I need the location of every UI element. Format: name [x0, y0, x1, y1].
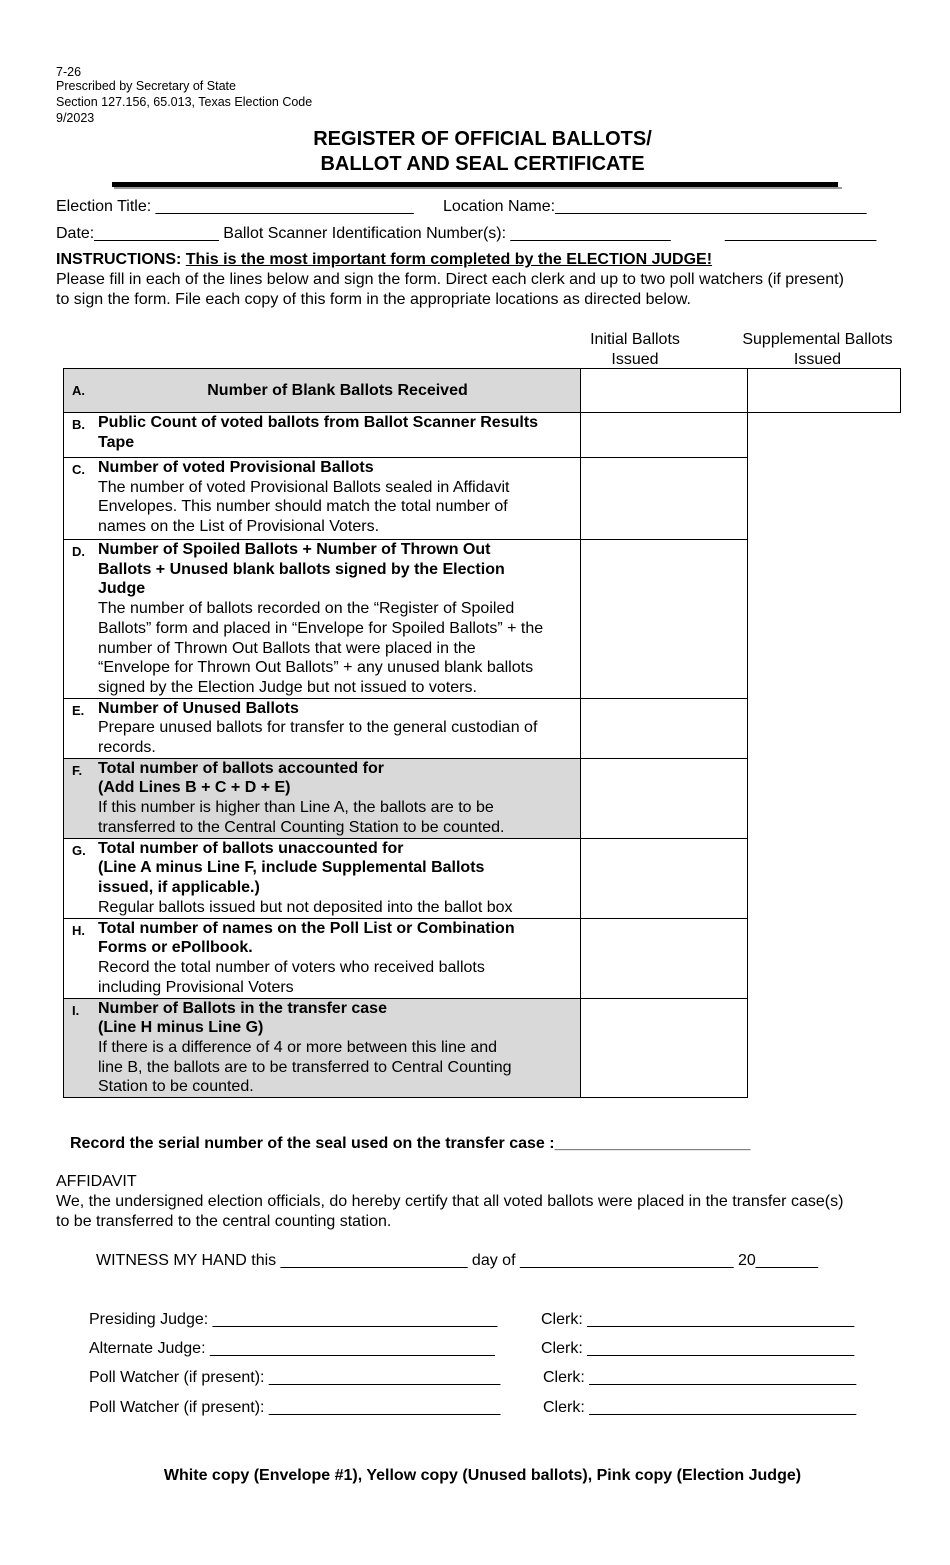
row-h-blank — [748, 918, 901, 998]
table-row-h — [64, 918, 901, 998]
row-g-blank — [748, 838, 901, 918]
affidavit-line-1: We, the undersigned election officials, do hereby certify that all voted ballots were placed in the transfer case(s) — [56, 1193, 844, 1210]
distribution-footer: White copy (Envelope #1), Yellow copy (Unused ballots), Pink copy (Election Judge) — [163, 1467, 802, 1484]
signature-label: Clerk: — [541, 1311, 583, 1328]
row-letter: B. — [64, 413, 99, 458]
signature-label: Alternate Judge: — [89, 1340, 206, 1357]
row-c-text: Number of voted Provisional Ballots The number of voted Provisional Ballots sealed in Affidavit Envelopes. This number should match the total number of names on the List of Provisional Voters. — [98, 458, 581, 540]
table-row-a — [64, 369, 901, 413]
table-row-g — [64, 838, 901, 918]
table-row-b — [64, 413, 901, 458]
witness-line[interactable]: WITNESS MY HAND this _____________________ day of ________________________ 20_______ — [96, 1252, 819, 1269]
scanner-id-blank-1[interactable]: __________________ — [510, 225, 671, 242]
affidavit-heading: AFFIDAVIT — [56, 1173, 137, 1190]
row-letter: F. — [64, 758, 99, 838]
row-b-text: Public Count of voted ballots from Ballot Scanner Results Tape — [98, 413, 581, 458]
row-i-blank — [748, 998, 901, 1098]
signature-blank[interactable]: ______________________________ — [589, 1399, 857, 1416]
scanner-id-label: Ballot Scanner Identification Number(s): — [223, 225, 507, 242]
poll-watcher-signature-1[interactable] — [89, 1369, 500, 1387]
seal-serial-field[interactable] — [70, 1135, 750, 1153]
instructions-line-1: Please fill in each of the lines below and sign the form. Direct each clerk and up to two poll watchers (if present) — [56, 271, 844, 288]
row-f-text: Total number of ballots accounted for (Add Lines B + C + D + E) If this number is higher than Line A, the ballots are to be transferred to the Central Counting Station to be counted. — [98, 758, 581, 838]
form-date: 9/2023 — [56, 111, 95, 125]
row-c-initial-cell[interactable] — [581, 458, 748, 540]
date-label: Date: — [56, 225, 95, 242]
row-b-blank — [748, 413, 901, 458]
row-h-initial-cell[interactable] — [581, 918, 748, 998]
code-section: Section 127.156, 65.013, Texas Election Code — [56, 95, 313, 109]
election-title-label: Election Title: — [56, 198, 152, 215]
clerk-signature-2[interactable] — [541, 1340, 854, 1358]
signature-blank[interactable]: ______________________________ — [587, 1340, 855, 1357]
location-name-label: Location Name: — [443, 198, 556, 215]
row-letter: A. — [64, 369, 99, 413]
row-d-initial-cell[interactable] — [581, 540, 748, 699]
row-c-blank — [748, 458, 901, 540]
row-a-supplemental-cell[interactable] — [748, 369, 901, 413]
row-g-initial-cell[interactable] — [581, 838, 748, 918]
presiding-judge-signature[interactable] — [89, 1311, 497, 1329]
form-number: 7-26 — [56, 65, 82, 79]
signature-blank[interactable]: __________________________ — [268, 1399, 501, 1416]
table-row-c — [64, 458, 901, 540]
title-rule-shadow — [114, 187, 842, 189]
row-e-initial-cell[interactable] — [581, 698, 748, 758]
location-name-field[interactable] — [443, 198, 867, 216]
instructions-label: INSTRUCTIONS: — [56, 251, 182, 268]
row-letter: E. — [64, 698, 99, 758]
row-d-blank — [748, 540, 901, 699]
column-header-supplemental: Supplemental Ballots Issued — [742, 331, 893, 368]
row-e-text: Number of Unused Ballots Prepare unused ballots for transfer to the general custodian of records. — [98, 698, 581, 758]
row-g-text: Total number of ballots unaccounted for (Line A minus Line F, include Supplemental Ballots issued, if applicable.) Regular ballots issued but not deposited into the ballot box — [98, 838, 581, 918]
signature-label: Clerk: — [541, 1340, 583, 1357]
signature-blank[interactable]: ________________________________ — [212, 1311, 498, 1328]
poll-watcher-signature-2[interactable] — [89, 1399, 500, 1417]
row-letter: H. — [64, 918, 99, 998]
date-field[interactable] — [56, 225, 671, 243]
election-title-blank[interactable]: _____________________________ — [155, 198, 414, 215]
page-title-line1: REGISTER OF OFFICIAL BALLOTS/ — [313, 128, 652, 150]
row-f-initial-cell[interactable] — [581, 758, 748, 838]
signature-label: Presiding Judge: — [89, 1311, 209, 1328]
signature-label: Clerk: — [543, 1369, 585, 1386]
clerk-signature-1[interactable] — [541, 1311, 854, 1329]
row-letter: G. — [64, 838, 99, 918]
row-d-text: Number of Spoiled Ballots + Number of Thrown Out Ballots + Unused blank ballots signed by the Election Judge The number of ballots recorded on the “Register of Spoiled Ballots” form and placed in “Envelope for Spoiled Ballots” + the number of Thrown Out Ballots that were placed in the “Envelope for Thrown Out Ballots” + any unused blank ballots signed by the Election Judge but not issued to voters. — [98, 540, 581, 699]
signature-label: Clerk: — [543, 1399, 585, 1416]
table-row-d — [64, 540, 901, 699]
row-a-initial-cell[interactable] — [581, 369, 748, 413]
row-letter: C. — [64, 458, 99, 540]
row-letter: D. — [64, 540, 99, 699]
table-row-e — [64, 698, 901, 758]
signature-blank[interactable]: ________________________________ — [209, 1340, 495, 1357]
scanner-id-blank-2[interactable]: _________________ — [725, 225, 877, 242]
table-row-i — [64, 998, 901, 1098]
row-i-initial-cell[interactable] — [581, 998, 748, 1098]
signature-label: Poll Watcher (if present): — [89, 1369, 265, 1386]
signature-blank[interactable]: ______________________________ — [587, 1311, 855, 1328]
row-b-initial-cell[interactable] — [581, 413, 748, 458]
seal-serial-label: Record the serial number of the seal used on the transfer case : — [70, 1135, 555, 1152]
instructions-heading — [56, 251, 712, 269]
location-name-blank[interactable]: ___________________________________ — [555, 198, 867, 215]
prescribed-by: Prescribed by Secretary of State — [56, 79, 236, 93]
row-f-blank — [748, 758, 901, 838]
signature-blank[interactable]: ______________________________ — [589, 1369, 857, 1386]
row-letter: I. — [64, 998, 99, 1098]
date-blank[interactable]: ______________ — [94, 225, 219, 242]
ballot-register-table — [63, 368, 901, 1098]
affidavit-line-2: to be transferred to the central counting station. — [56, 1213, 392, 1230]
row-a-title: Number of Blank Ballots Received — [98, 369, 581, 413]
alternate-judge-signature[interactable] — [89, 1340, 495, 1358]
instructions-emphasis: This is the most important form completed by the ELECTION JUDGE! — [185, 251, 713, 268]
seal-serial-blank[interactable]: ______________________ — [554, 1135, 751, 1152]
column-header-initial: Initial Ballots Issued — [590, 331, 680, 368]
table-row-f — [64, 758, 901, 838]
signature-blank[interactable]: __________________________ — [268, 1369, 501, 1386]
instructions-line-2: to sign the form. File each copy of this form in the appropriate locations as directed below. — [56, 291, 691, 308]
clerk-signature-3[interactable] — [543, 1369, 856, 1387]
row-h-text: Total number of names on the Poll List or Combination Forms or ePollbook. Record the total number of voters who received ballots including Provisional Voters — [98, 918, 581, 998]
election-title-field[interactable] — [56, 198, 414, 216]
row-e-blank — [748, 698, 901, 758]
row-i-text: Number of Ballots in the transfer case (Line H minus Line G) If there is a difference of 4 or more between this line and line B, the ballots are to be transferred to Central Counting Station to be counted. — [98, 998, 581, 1098]
page-title-line2: BALLOT AND SEAL CERTIFICATE — [320, 153, 645, 175]
clerk-signature-4[interactable] — [543, 1399, 856, 1417]
signature-label: Poll Watcher (if present): — [89, 1399, 265, 1416]
